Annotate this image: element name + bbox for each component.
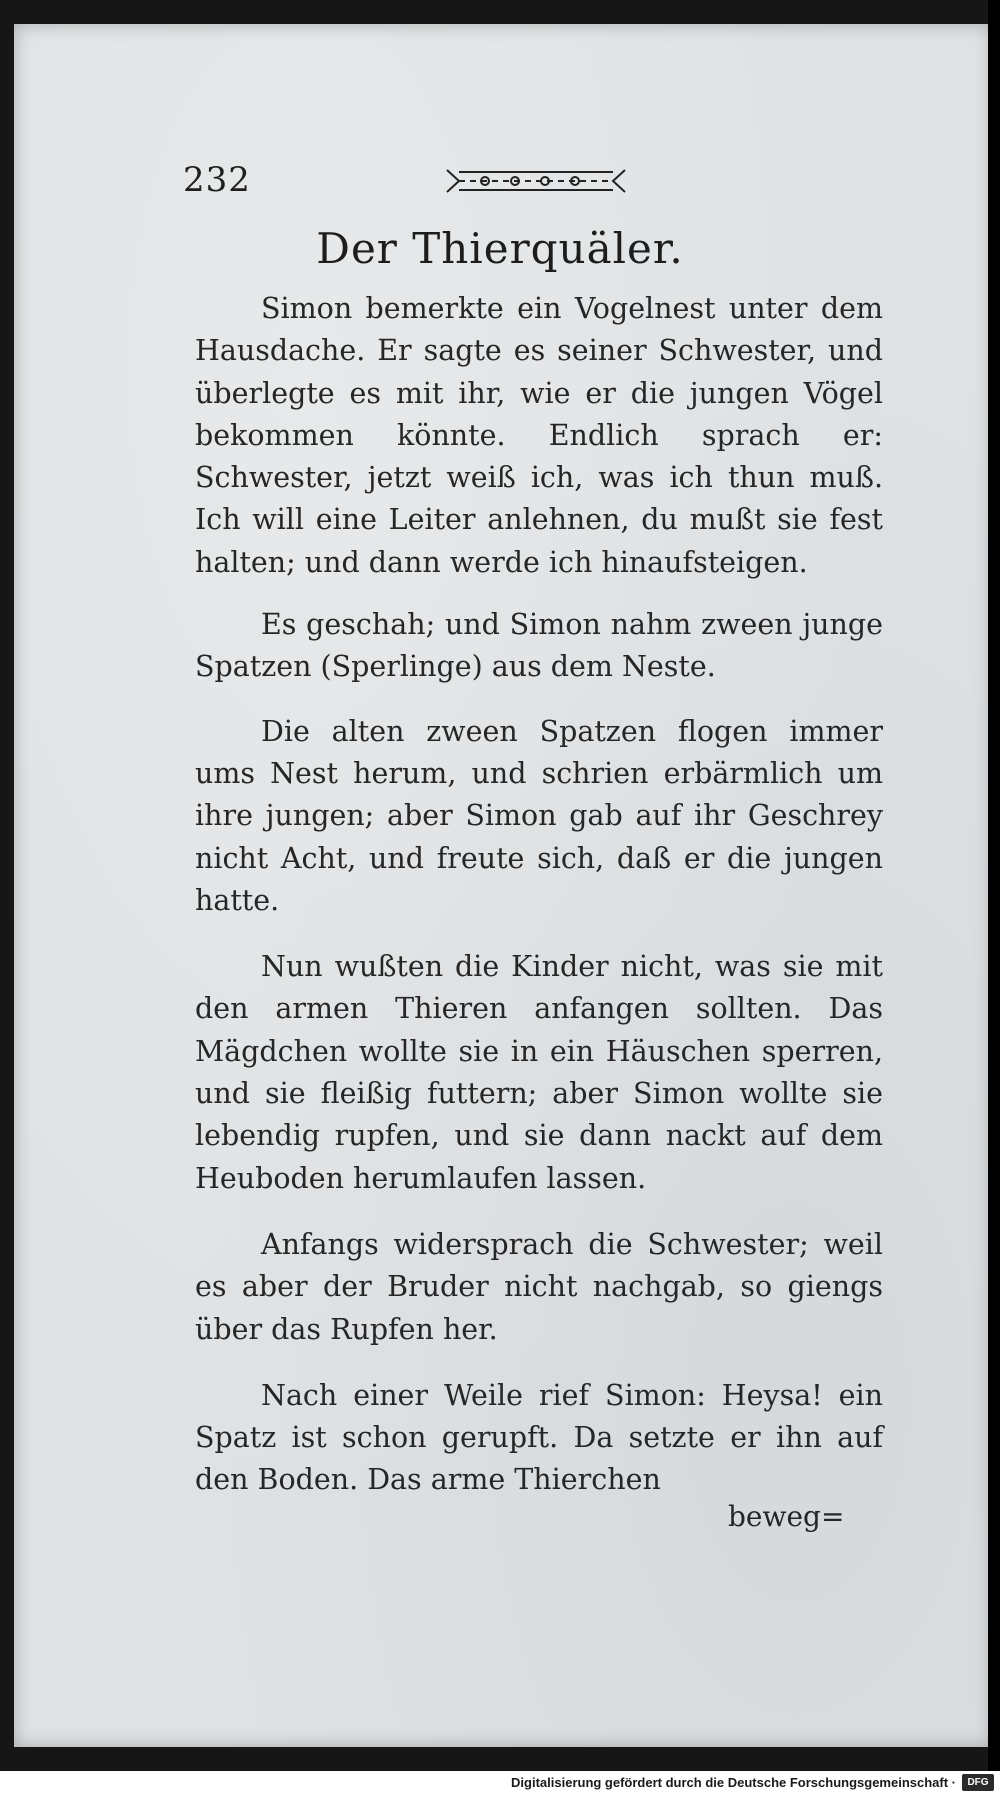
paragraph-5: Anfangs widersprach die Schwester; weil es aber der Bruder nicht nachgab, so giengs über das Rupfen her. bbox=[195, 1227, 883, 1346]
paragraph-4: Nun wußten die Kinder nicht, was sie mit den armen Thieren anfangen sollten. Das Mägdchen wollte sie in ein Häuschen sperren, und sie fleißig futtern; aber Simon wollte sie lebendig rupfen, und sie dann nackt auf dem Heuboden herumlaufen lassen. bbox=[195, 950, 883, 1195]
chapter-title: Der Thierquäler. bbox=[316, 224, 684, 273]
footer-credit: Digitalisierung gefördert durch die Deutsche Forschungsgemeinschaft · bbox=[511, 1775, 956, 1790]
paragraph-gap bbox=[195, 922, 883, 946]
page-number: 232 bbox=[183, 160, 251, 200]
paragraph-gap bbox=[195, 584, 883, 604]
ornament-rule-icon bbox=[445, 164, 627, 198]
paragraph-3: Die alten zween Spatzen flogen immer ums Nest herum, und schrien erbärmlich um ihre jungen; aber Simon gab auf ihr Geschrey nicht Acht, und freute sich, daß er die jungen hatte. bbox=[195, 714, 883, 917]
catchword: beweg= bbox=[728, 1500, 845, 1533]
paragraph-gap bbox=[195, 1351, 883, 1375]
paragraph-2: Es geschah; und Simon nahm zween junge Spatzen (Sperlinge) aus dem Neste. bbox=[195, 608, 883, 684]
paragraph-gap bbox=[195, 1200, 883, 1224]
paragraph-6: Nach einer Weile rief Simon: Heysa! ein Spatz ist schon gerupft. Da setzte er ihn auf den Boden. Das arme Thierchen bbox=[195, 1378, 883, 1497]
paragraph-gap bbox=[195, 689, 883, 711]
body-text bbox=[195, 288, 883, 1502]
page-header bbox=[183, 160, 883, 210]
paragraph-1: Simon bemerkte ein Vogelnest unter dem Hausdache. Er sagte es seiner Schwester, und überlegte es mit ihr, wie er die jungen Vögel bekommen könnte. Endlich sprach er: Schwester, jetzt weiß ich, was ich thun muß. Ich will eine Leiter anlehnen, du mußt sie fest halten; und dann werde ich hinaufsteigen. bbox=[195, 292, 883, 579]
dfg-logo-icon: DFG bbox=[962, 1774, 994, 1791]
digitization-footer bbox=[0, 1771, 1000, 1795]
